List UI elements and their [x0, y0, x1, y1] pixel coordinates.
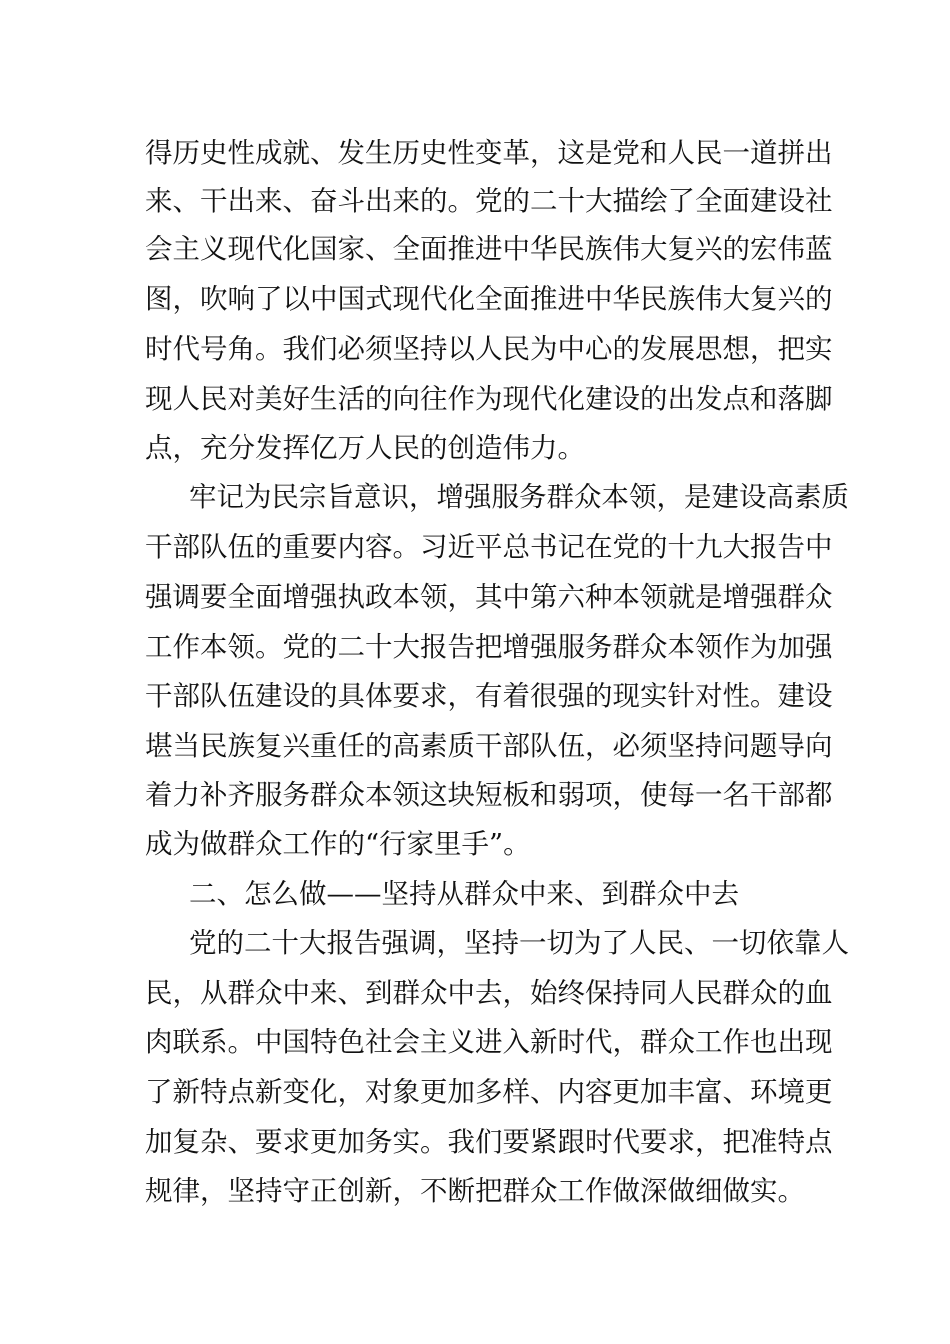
paragraph-first-line: 牢记为民宗旨意识，增强服务群众本领，是建设高素质: [189, 481, 849, 513]
text-line: 干部队伍建设的具体要求，有着很强的现实针对性。建设: [145, 680, 833, 712]
text-line: 现人民对美好生活的向往作为现代化建设的出发点和落脚: [145, 383, 833, 415]
text-line: 工作本领。党的二十大报告把增强服务群众本领作为加强: [145, 631, 833, 663]
text-line: 肉联系。中国特色社会主义进入新时代，群众工作也出现: [145, 1026, 833, 1058]
text-line: 着力补齐服务群众本领这块短板和弱项，使每一名干部都: [145, 779, 833, 811]
text-line: 图，吹响了以中国式现代化全面推进中华民族伟大复兴的: [145, 283, 833, 315]
text-line: 了新特点新变化，对象更加多样、内容更加丰富、环境更: [145, 1076, 833, 1108]
text-line: 来、干出来、奋斗出来的。党的二十大描绘了全面建设社: [145, 185, 833, 217]
section-heading: 二、怎么做——坚持从群众中来、到群众中去: [189, 878, 739, 910]
text-line: 干部队伍的重要内容。习近平总书记在党的十九大报告中: [145, 531, 833, 563]
text-line: 堪当民族复兴重任的高素质干部队伍，必须坚持问题导向: [145, 730, 833, 762]
paragraph-first-line: 党的二十大报告强调，坚持一切为了人民、一切依靠人: [189, 927, 849, 959]
text-line: 会主义现代化国家、全面推进中华民族伟大复兴的宏伟蓝: [145, 233, 833, 265]
text-line: 得历史性成就、发生历史性变革，这是党和人民一道拼出: [145, 137, 833, 169]
text-line: 强调要全面增强执政本领，其中第六种本领就是增强群众: [145, 581, 833, 613]
text-line: 加复杂、要求更加务实。我们要紧跟时代要求，把准特点: [145, 1126, 833, 1158]
text-line: 成为做群众工作的“行家里手”。: [145, 828, 531, 860]
text-line: 规律，坚持守正创新，不断把群众工作做深做细做实。: [145, 1175, 805, 1207]
text-line: 点，充分发挥亿万人民的创造伟力。: [145, 432, 585, 464]
text-line: 民，从群众中来、到群众中去，始终保持同人民群众的血: [145, 977, 833, 1009]
text-line: 时代号角。我们必须坚持以人民为中心的发展思想，把实: [145, 333, 833, 365]
